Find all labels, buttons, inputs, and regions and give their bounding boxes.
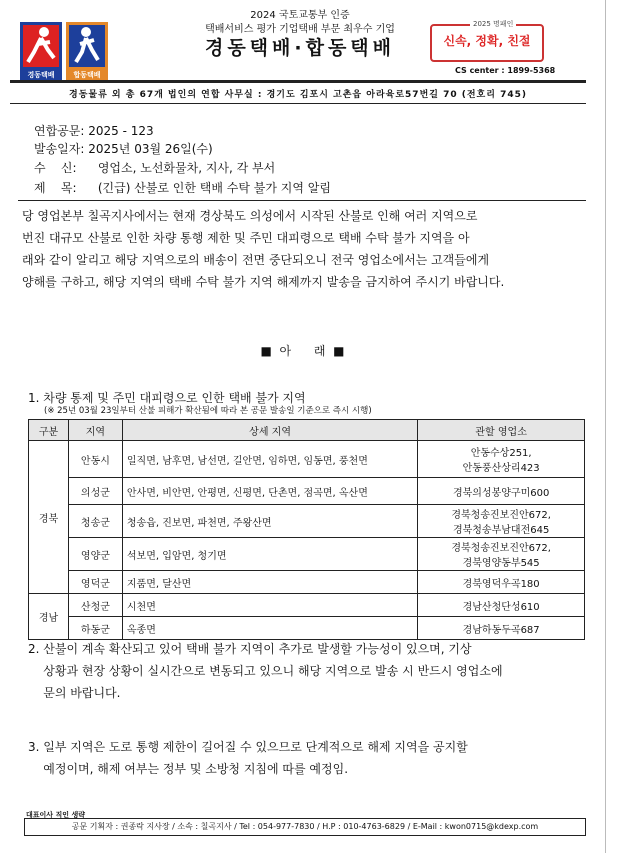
- office-cell: 경남하동두곡687: [418, 617, 585, 640]
- restricted-area-table: [28, 419, 585, 640]
- intro-paragraph: [22, 205, 592, 293]
- table-row: [29, 594, 585, 617]
- office-cell: 경북영덕우곡180: [418, 571, 585, 594]
- send-date: 2025년 03월 26일(수): [88, 142, 213, 156]
- brand-title: 경동택배·합동택배: [204, 37, 396, 59]
- office-line: 경북청송진보진안672,: [451, 510, 551, 521]
- header-detail: 상세 지역: [122, 420, 417, 441]
- section1-note: (※ 25년 03월 23일부터 산불 피해가 확산됨에 따라 본 공문 발송일 기준으로 즉시 시행): [44, 406, 372, 416]
- province-cell: 경북: [29, 441, 69, 594]
- note-line: 예정이며, 해제 여부는 정부 및 소방청 지침에 따를 예정임.: [28, 762, 349, 776]
- note-line: 3. 일부 지역은 도로 통행 제한이 길어질 수 있으므로 단계적으로 해제 지역을 공지할: [28, 740, 468, 754]
- center-heading: ■ 아 래 ■: [260, 344, 345, 358]
- meta-divider: [18, 200, 586, 201]
- award-line-1: 2024 국토교통부 인증: [250, 10, 350, 21]
- intro-line: 번진 대규모 산불로 인한 차량 통행 제한 및 주민 대피령으로 택배 수탁 불가 지역을 아: [22, 231, 470, 245]
- intro-line: 래와 같이 알리고 해당 지역으로의 배송이 전면 중단되오니 전국 영업소에서는 고객들에게: [22, 253, 490, 267]
- table-row: [29, 571, 585, 594]
- detail-cell: 안사면, 비안면, 안평면, 신평면, 단촌면, 점곡면, 옥산면: [122, 478, 417, 505]
- table-row: [29, 478, 585, 505]
- office-cell: [418, 441, 585, 478]
- recipient: 영업소, 노선화물차, 지사, 각 부서: [97, 161, 276, 175]
- detail-cell: 청송읍, 진보면, 파천면, 주왕산면: [122, 505, 417, 538]
- logo-right-caption: 합동택배: [66, 70, 108, 80]
- header-divider: [10, 80, 586, 83]
- detail-cell: 일직면, 남후면, 남선면, 길안면, 임하면, 임동면, 풍천면: [122, 441, 417, 478]
- detail-cell: 시천면: [122, 594, 417, 617]
- office-line: 경북청송진보진안672,: [451, 543, 551, 554]
- table-header-row: [29, 420, 585, 441]
- note-line: 2. 산불이 계속 확산되고 있어 택배 불가 지역이 추가로 발생할 가능성이 있으며, 기상: [28, 642, 472, 656]
- recipient-row: [34, 159, 275, 176]
- seal-omitted-label: 대표이사 직인 생략: [26, 811, 85, 819]
- hapdong-runner-logo-icon: [66, 22, 108, 70]
- office-cell: [418, 538, 585, 571]
- note-line: 문의 바랍니다.: [28, 686, 121, 700]
- send-date-row: [34, 140, 213, 157]
- office-cell: 경북의성봉양구미600: [418, 478, 585, 505]
- detail-cell: 지품면, 달산면: [122, 571, 417, 594]
- slogan-text: 신속, 정확, 친절: [443, 34, 531, 48]
- kyungdong-runner-logo-icon: [20, 22, 62, 70]
- header-office: 관할 영업소: [418, 420, 585, 441]
- office-line: 안동풍산상리423: [462, 463, 540, 474]
- subject-row: [34, 179, 331, 196]
- note-3: [28, 736, 588, 780]
- table-row: [29, 538, 585, 571]
- header-area: 지역: [68, 420, 122, 441]
- table-row: [29, 505, 585, 538]
- province-cell: 경남: [29, 594, 69, 640]
- award-line-2: 택배서비스 평가 기업택배 부문 최우수 기업: [205, 24, 395, 35]
- intro-line: 당 영업본부 칠곡지사에서는 현재 경상북도 의성에서 시작된 산불로 인해 여러 지역으로: [22, 209, 478, 223]
- area-cell: 청송군: [68, 505, 122, 538]
- cs-center: CS center : 1899-5368: [455, 66, 556, 75]
- area-cell: 영덕군: [68, 571, 122, 594]
- doc-number-row: [34, 122, 154, 139]
- section1-title: 1. 차량 통제 및 주민 대피령으로 인한 택배 불가 지역: [28, 391, 306, 405]
- office-line: 안동수상251,: [470, 448, 532, 459]
- logo-left-caption: 경동택배: [20, 70, 62, 80]
- office-cell: 경남산청단성610: [418, 594, 585, 617]
- address-divider: [10, 103, 586, 104]
- doc-number-label: 연합공문:: [34, 124, 85, 138]
- area-cell: 의성군: [68, 478, 122, 505]
- office-address: 경동물류 외 총 67개 법인의 연합 사무실 : 경기도 김포시 고촌읍 아라육로57번길 70 (전호리 745): [69, 90, 527, 100]
- header-category: 구분: [29, 420, 69, 441]
- send-date-label: 발송일자:: [34, 142, 85, 156]
- area-cell: 안동시: [68, 441, 122, 478]
- recipient-label: 수 신:: [34, 161, 77, 175]
- intro-line: 양해를 구하고, 해당 지역의 택배 수탁 불가 지역 해제까지 발송을 금지하여 주시기 바랍니다.: [22, 275, 505, 289]
- slogan-year: 2025 명패인: [470, 19, 516, 29]
- subject-label: 제 목:: [34, 181, 77, 195]
- doc-number: 2025 - 123: [88, 124, 154, 138]
- office-line: 경북영양동부545: [462, 558, 540, 569]
- area-cell: 산청군: [68, 594, 122, 617]
- area-cell: 영양군: [68, 538, 122, 571]
- note-line: 상황과 현장 상황이 실시간으로 변동되고 있으니 해당 지역으로 발송 시 반드시 영업소에: [28, 664, 503, 678]
- subject: (긴급) 산불로 인한 택배 수탁 불가 지역 알림: [97, 181, 331, 195]
- detail-cell: 석보면, 입암면, 청기면: [122, 538, 417, 571]
- table-row: [29, 441, 585, 478]
- table-row: [29, 617, 585, 640]
- contact-footer: 공문 기획자 : 권종락 지사장 / 소속 : 칠곡지사 / Tel : 054-977-7830 / H.P : 010-4763-6829 / E-Mail : kwon0715@kdexp.com: [24, 818, 586, 836]
- note-2: [28, 638, 588, 704]
- detail-cell: 옥종면: [122, 617, 417, 640]
- office-cell: [418, 505, 585, 538]
- office-line: 경북청송부남대전645: [452, 525, 550, 536]
- area-cell: 하동군: [68, 617, 122, 640]
